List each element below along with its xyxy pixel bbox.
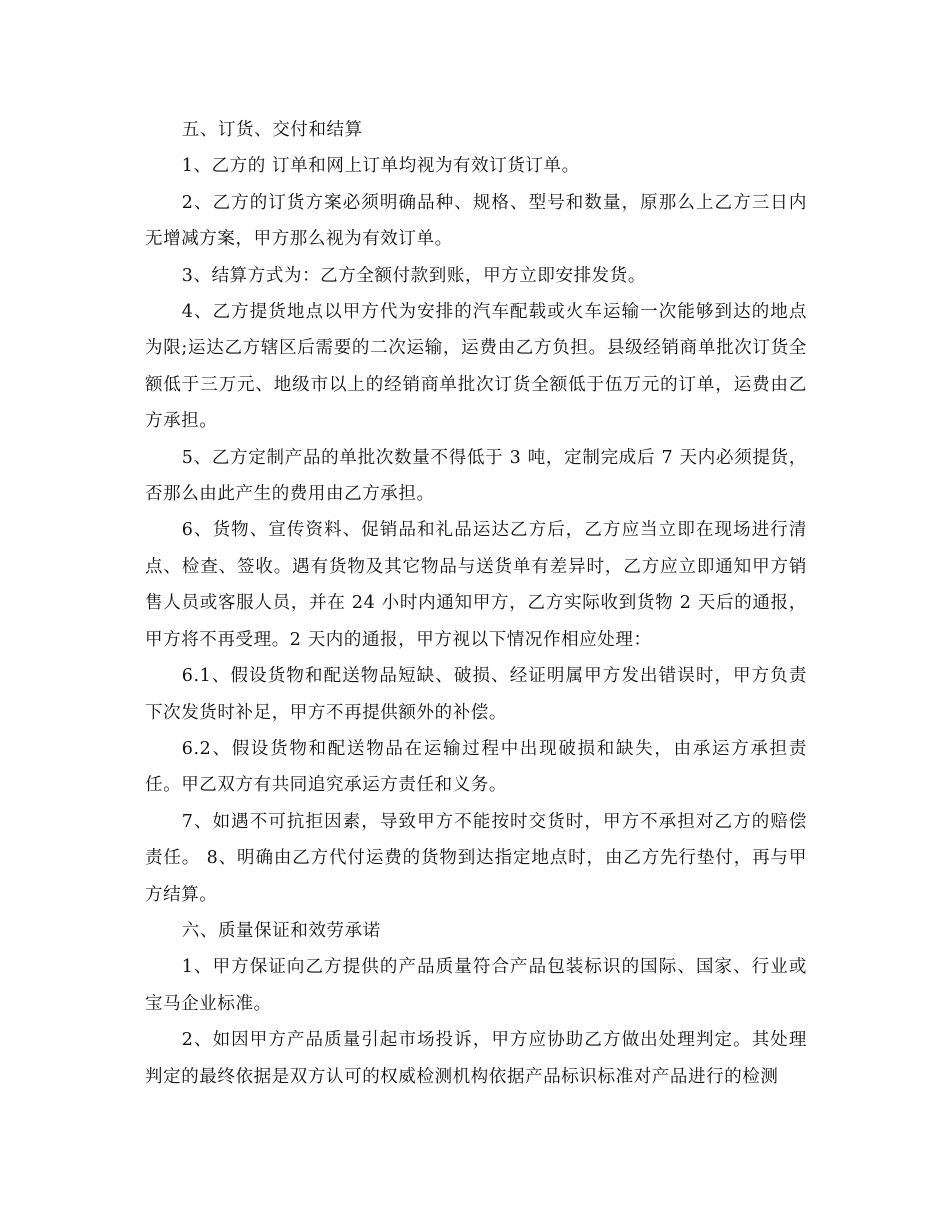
document-body [145, 112, 807, 1095]
clause-1: 1、乙方的 订单和网上订单均视为有效订货订单。 [181, 156, 580, 177]
clause-2: 2、乙方的订货方案必须明确品种、规格、型号和数量，原那么上乙方三日内无增减方案，甲方那么视为有效订单。 [145, 192, 807, 250]
clause-4: 4、乙方提货地点以甲方代为安排的汽车配载或火车运输一次能够到达的地点为限;运达乙方辖区后需要的二次运输，运费由乙方负担。县级经销商单批次订货全额低于三万元、地级市以上的经销商单批次订货全额低于伍万元的订单，运费由乙方承担。 [145, 302, 807, 432]
clause-6: 6、货物、宣传资料、促销品和礼品运达乙方后，乙方应当立即在现场进行清点、检查、签收。遇有货物及其它物品与送货单有差异时，乙方应立即通知甲方销售人员或客服人员，并在 24 小时内通知甲方，乙方实际收到货物 2 天后的通报，甲方将不再受理。2 天内的通报，甲方视以下情况作相应处理： [145, 520, 807, 650]
quality-clause-2: 2、如因甲方产品质量引起市场投诉，甲方应协助乙方做出处理判定。其处理判定的最终依据是双方认可的权威检测机构依据产品标识标准对产品进行的检测 [145, 1030, 807, 1087]
clause-6-1: 6.1、假设货物和配送物品短缺、破损、经证明属甲方发出错误时，甲方负责下次发货时补足，甲方不再提供额外的补偿。 [145, 666, 807, 723]
section-heading-ordering: 五、订货、交付和结算 [181, 120, 363, 140]
quality-clause-1: 1、甲方保证向乙方提供的产品质量符合产品包装标识的国际、国家、行业或宝马企业标准。 [145, 957, 807, 1014]
clause-7-8: 7、如遇不可抗拒因素，导致甲方不能按时交货时，甲方不承担对乙方的赔偿责任。 8、明确由乙方代付运费的货物到达指定地点时，由乙方先行垫付，再与甲方结算。 [145, 811, 807, 905]
clause-5: 5、乙方定制产品的单批次数量不得低于 3 吨，定制完成后 7 天内必须提货，否那么由此产生的费用由乙方承担。 [145, 447, 807, 505]
section-heading-quality: 六、质量保证和效劳承诺 [181, 920, 381, 941]
clause-6-2: 6.2、假设货物和配送物品在运输过程中出现破损和缺失，由承运方承担责任。甲乙双方有共同追究承运方责任和义务。 [145, 738, 807, 796]
clause-3: 3、结算方式为：乙方全额付款到账，甲方立即安排发货。 [181, 265, 646, 286]
